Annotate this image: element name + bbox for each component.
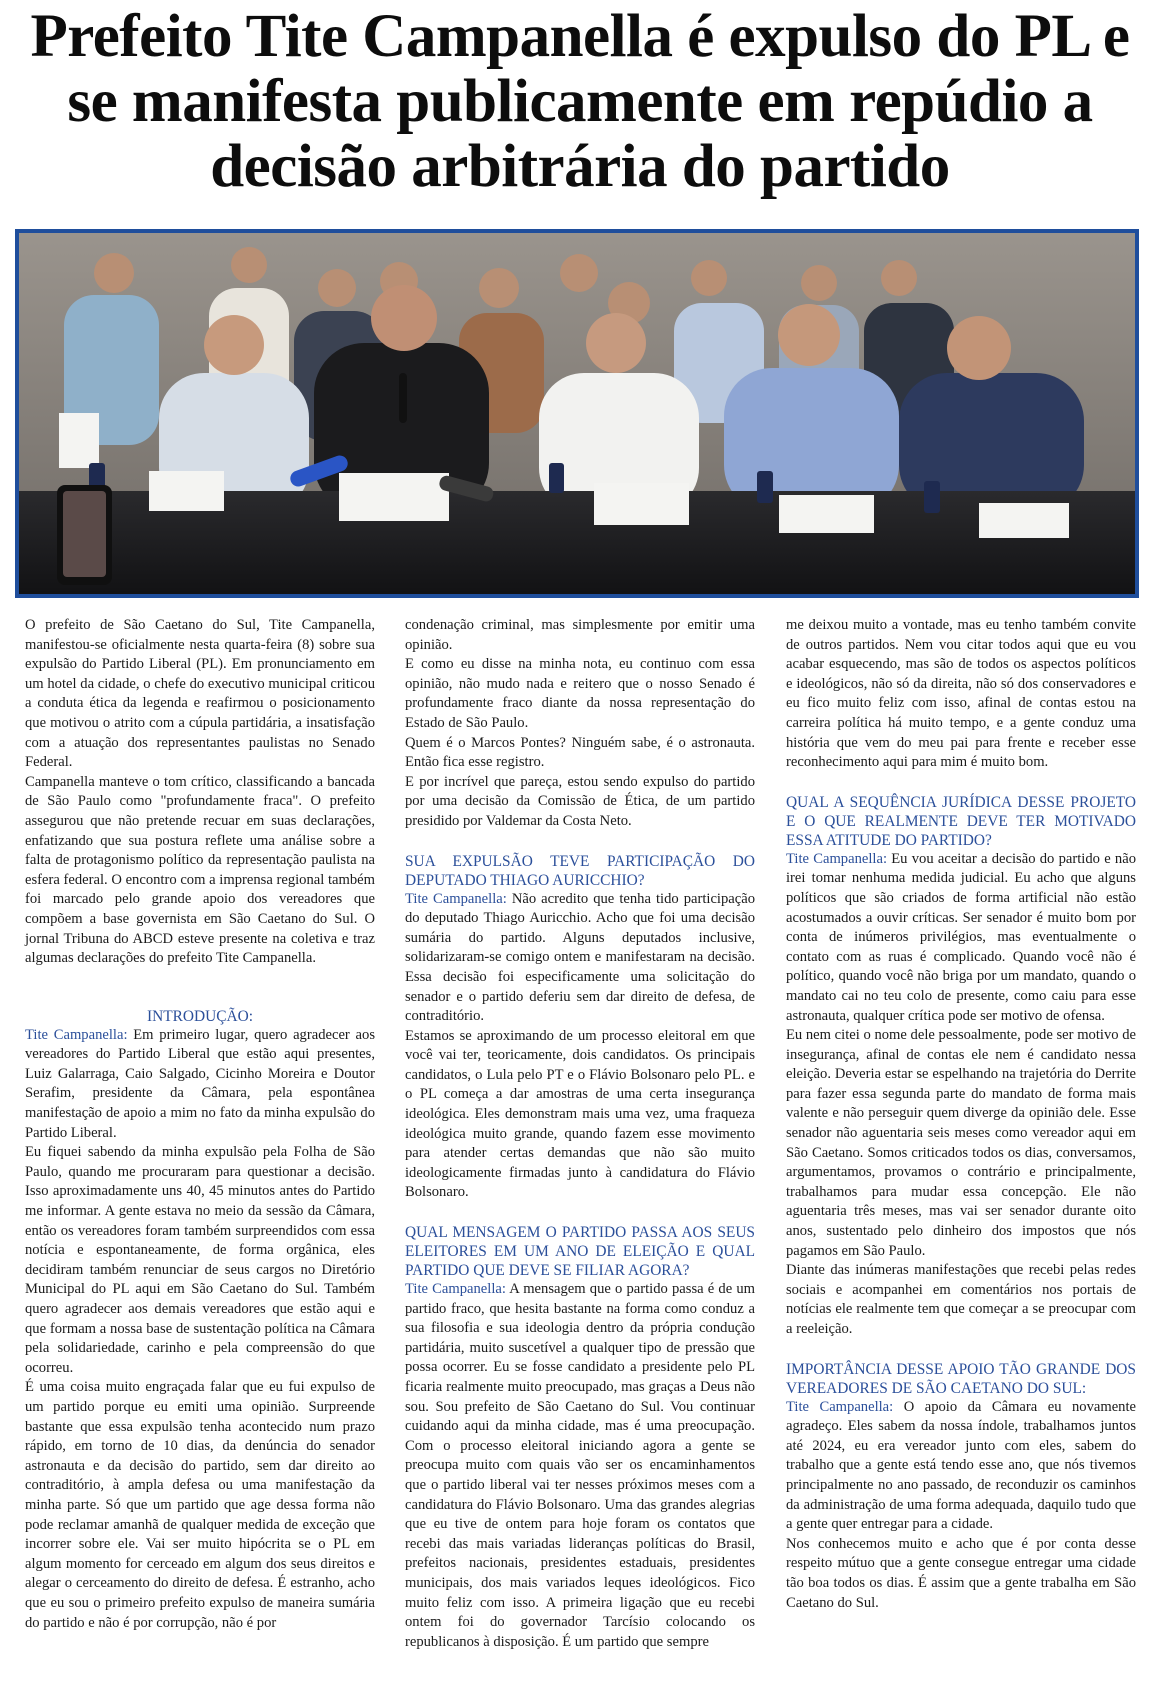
answer-paragraph: [25, 1026, 375, 1144]
speaker-label: Tite Campanella:: [405, 1281, 506, 1298]
name-card: [779, 495, 874, 533]
answer-paragraph: [786, 1398, 1136, 1535]
question-title: QUAL MENSAGEM O PARTIDO PASSA AOS SEUS ELEITORES EM UM ANO DE ELEIÇÃO E QUAL PARTIDO QUE DEVE SE FILIAR AGORA?: [405, 1224, 755, 1280]
column-2: [405, 616, 755, 1652]
question-title: SUA EXPULSÃO TEVE PARTICIPAÇÃO DO DEPUTADO THIAGO AURICCHIO?: [405, 852, 755, 889]
section-title-introducao: INTRODUÇÃO:: [146, 1007, 254, 1025]
answer-paragraph: Estamos se aproximando de um processo eleitoral em que você vai ter, teoricamente, dois candidatos. Os principais candidatos, o Lula pelo PT e o Flávio Bolsonaro pelo PL. e o PL começa a dar amostras de uma certa insegurança ideológica. Eles demonstram mais uma vez, uma fraqueza ideológica muito grande, quando fazem esse movimento para atender certas demandas que não são muito ideologicamente firmadas junto à candidatura do Flávio Bolsonaro.: [405, 1027, 755, 1201]
name-card: [594, 483, 689, 525]
spacer: [405, 1203, 755, 1223]
spacer: [786, 773, 1136, 793]
name-card: [149, 471, 224, 511]
spacer: [405, 832, 755, 852]
speaker-label: Tite Campanella:: [25, 1026, 128, 1043]
answer-paragraph: [405, 890, 755, 1027]
column-3: [786, 616, 1136, 1613]
paragraph: E por incrível que pareça, estou sendo expulso do partido por uma decisão da Comissão de Ética, de um partido presidido por Valdemar da Costa Neto.: [405, 773, 755, 829]
phone-in-foreground: [57, 485, 112, 585]
press-conference-photo: [15, 229, 1139, 598]
answer-text: O apoio da Câmara eu novamente agradeço. Eles sabem da nossa índole, trabalhamos juntos até 2024, eu era vereador junto com eles, sabem do trabalho que a gente está tendo esse ano, que nós tivemos principalmente no ano passado, de reconduzir os caminhos da administração de uma forma adequada, daquilo tudo que a gente quer entregar para a cidade.: [786, 1398, 1136, 1533]
spacer: [25, 969, 375, 1007]
intro-paragraph: Campanella manteve o tom crítico, classificando a bancada de São Paulo como "profundamente fraca". O prefeito assegurou que não pretende recuar em suas declarações, enfatizando que sua postura reflete uma análise sobre a falta de protagonismo político da representação paulista na esfera federal. O encontro com a imprensa regional também foi marcado pelo grande apoio dos vereadores que compõem a base governista em São Caetano do Sul. O jornal Tribuna do ABCD esteve presente na coletiva e traz algumas declarações do prefeito Tite Campanella.: [25, 773, 375, 967]
answer-text: A mensagem que o partido passa é de um partido fraco, que hesita bastante na forma como conduz a sua filosofia e sua ideologia dentro da própria condução partidária, muito suscetível a qualquer tipo de pressão que possa ocorrer. Eu se fosse candidato a presidente pelo PL ficaria realmente muito preocupado, mas graças a Deus não sou. Sou prefeito de São Caetano do Sul. Vou continuar cuidando aqui da minha cidade, mas é uma preocupação. Com o processo eleitoral iniciando agora a gente se preocupa muito com quais vão ser os encaminhamentos que o partido liberal vai ter nesses próximos meses com a candidatura do Flávio Bolsonaro. Uma das grandes alegrias que eu tive de ontem para hoje foram os contatos que recebi das mais variadas lideranças políticas do Brasil, prefeitos nacionais, presidentes estaduais, presidentes municipais, dos mais variados leques ideológicos. Fico muito feliz com isso. A primeira ligação que eu recebi ontem foi do governador Tarcísio colocando os republicanos à disposição. É um partido que sempre: [405, 1281, 756, 1650]
speaker-label: Tite Campanella:: [405, 890, 507, 907]
question-title: QUAL A SEQUÊNCIA JURÍDICA DESSE PROJETO E O QUE REALMENTE DEVE TER MOTIVADO ESSA ATITUDE DO PARTIDO?: [786, 793, 1136, 849]
paragraph: E como eu disse na minha nota, eu continuo com essa opinião, não mudo nada e reitero que o nosso Senado é profundamente fraco diante da nossa representação do Estado de São Paulo.: [405, 656, 755, 731]
answer-paragraph: Eu fiquei sabendo da minha expulsão pela Folha de São Paulo, quando me procuraram para questionar a decisão. Isso aproximadamente uns 40, 45 minutos antes do Partido me informar. A gente estava no meio da sessão da Câmara, então os vereadores foram também surpreendidos com essa notícia e espontaneamente, de forma orgânica, eles decidiram também renunciar de seus cargos no Diretório Municipal do PL aqui em São Caetano do Sul. Também quero agradecer aos demais vereadores que estão aqui e que formam a nossa base de sustentação política na Câmara pela solidariedade, carinho e pela compreensão do que ocorreu.: [25, 1144, 375, 1376]
name-card: [979, 503, 1069, 538]
headline: Prefeito Tite Campanella é expulso do PL e se manifesta publicamente em repúdio a decisão arbitrária do partido: [30, 3, 1130, 200]
answer-text: Em primeiro lugar, quero agradecer aos vereadores do Partido Liberal que estão aqui presentes, Luiz Galarraga, Caio Salgado, Cicinho Moreira e Doutor Serafim, presidente da Câmara, pela espontânea manifestação de apoio a mim no fato da minha expulsão do Partido Liberal.: [25, 1026, 375, 1141]
intro-paragraph: O prefeito de São Caetano do Sul, Tite Campanella, manifestou-se oficialmente nesta quarta-feira (8) sobre sua expulsão do Partido Liberal (PL). Em pronunciamento em um hotel da cidade, o chefe do executivo municipal criticou a conduta ética da legenda e reafirmou o posicionamento que motivou o atrito com a cúpula partidária, a insatisfação com a atuação dos representantes paulistas no Senado Federal.: [25, 617, 375, 771]
question-title: IMPORTÂNCIA DESSE APOIO TÃO GRANDE DOS VEREADORES DE SÃO CAETANO DO SUL:: [786, 1360, 1136, 1397]
answer-paragraph: [405, 1280, 755, 1652]
answer-paragraph: [786, 850, 1136, 1026]
answer-text: Não acredito que tenha tido participação do deputado Thiago Auricchio. Acho que foi uma decisão sumária do partido. Alguns deputados inclusive, solidarizaram-se comigo ontem e manifestaram na decisão. Essa decisão foi especificamente uma solicitação do senador e o partido deferiu sem dar direito de defesa, de contraditório.: [405, 890, 755, 1025]
answer-text: Eu vou aceitar a decisão do partido e não irei tomar nenhuma medida judicial. Eu acho que alguns políticos que são criados de forma artificial não estão acostumados a ouvir críticas. Ser senador é muito bom por conta de inúmeros privilégios, mas eventualmente o contato com as ruas é complicado. Quando você não é político, quando você não briga por um mandato, quando o mandato cai no teu colo de presente, como caiu para esse astronauta, qualquer crítica pode ser motivo de ofensa.: [786, 850, 1137, 1024]
paragraph: condenação criminal, mas simplesmente por emitir uma opinião.: [405, 617, 755, 653]
answer-paragraph: É uma coisa muito engraçada falar que eu fui expulso de um partido porque eu emiti uma opinião. Surpreende bastante que essa expulsão tenha acontecido num prazo rápido, em torno de 10 dias, da denúncia do senador astronauta e da decisão do partido, sem dar direito ao contraditório, à ampla defesa ou uma manifestação da minha parte. Só que um partido que age dessa forma não pode reclamar amanhã de qualquer medida de exceção que incorrer sobre ele. Vai ser muito hipócrita se o PL em algum momento for cerceado em algum dos seus direitos e alegar o cerceamento do direito de defesa. É estranho, acho que eu sou o primeiro prefeito expulso de maneira sumária do partido e não é por corrupção, não é por: [25, 1379, 375, 1631]
answer-paragraph: Eu nem citei o nome dele pessoalmente, pode ser motivo de insegurança, afinal de contas ele nem é candidato nessa eleição. Deveria estar se espelhando na trajetória do Derrite para fazer essa segunda parte do mandato de forma mais valente e não perseguir quem diverge da opinião dele. Esse senador não aguentaria seis meses como vereador aqui em São Caetano. Somos criticados todos os dias, conversamos, argumentamos, provamos o contrário e principalmente, trabalhamos para mudar essa concepção. Ele não aguentaria três meses, mas vai ser senador durante oito anos, sustentado pelo dinheiro dos impostos que nós pagamos em São Paulo.: [786, 1027, 1136, 1259]
photo-illustration: [19, 233, 1135, 594]
speaker-label: Tite Campanella:: [786, 1398, 894, 1415]
name-card: [59, 413, 99, 468]
answer-paragraph: Diante das inúmeras manifestações que recebi pelas redes sociais e acompanhei em comentários nos portais de notícias ele realmente tem que começar a se preocupar com a reeleição.: [786, 1262, 1136, 1337]
column-1: [25, 616, 375, 1633]
answer-paragraph: Nos conhecemos muito e acho que é por conta desse respeito mútuo que a gente consegue entregar uma cidade tão boa todos os dias. É assim que a gente trabalha em São Caetano do Sul.: [786, 1535, 1136, 1611]
paragraph: Quem é o Marcos Pontes? Ninguém sabe, é o astronauta. Então fica esse registro.: [405, 734, 755, 771]
name-card: [339, 473, 449, 521]
spacer: [786, 1340, 1136, 1360]
speaker-label: Tite Campanella:: [786, 850, 887, 867]
paragraph: me deixou muito a vontade, mas eu tenho também convite de outros partidos. Nem vou citar todos aqui que eu vou acabar esquecendo, mas são de todos os aspectos políticos e ideológicos, não só da direita, não só dos conservadores e eu fico muito feliz com isso, afinal de contas estou na carreira política há muito tempo, e a gente conduz uma história que vem do meu pai para frente e receber esse reconhecimento aqui para mim é muito bom.: [786, 617, 1136, 771]
